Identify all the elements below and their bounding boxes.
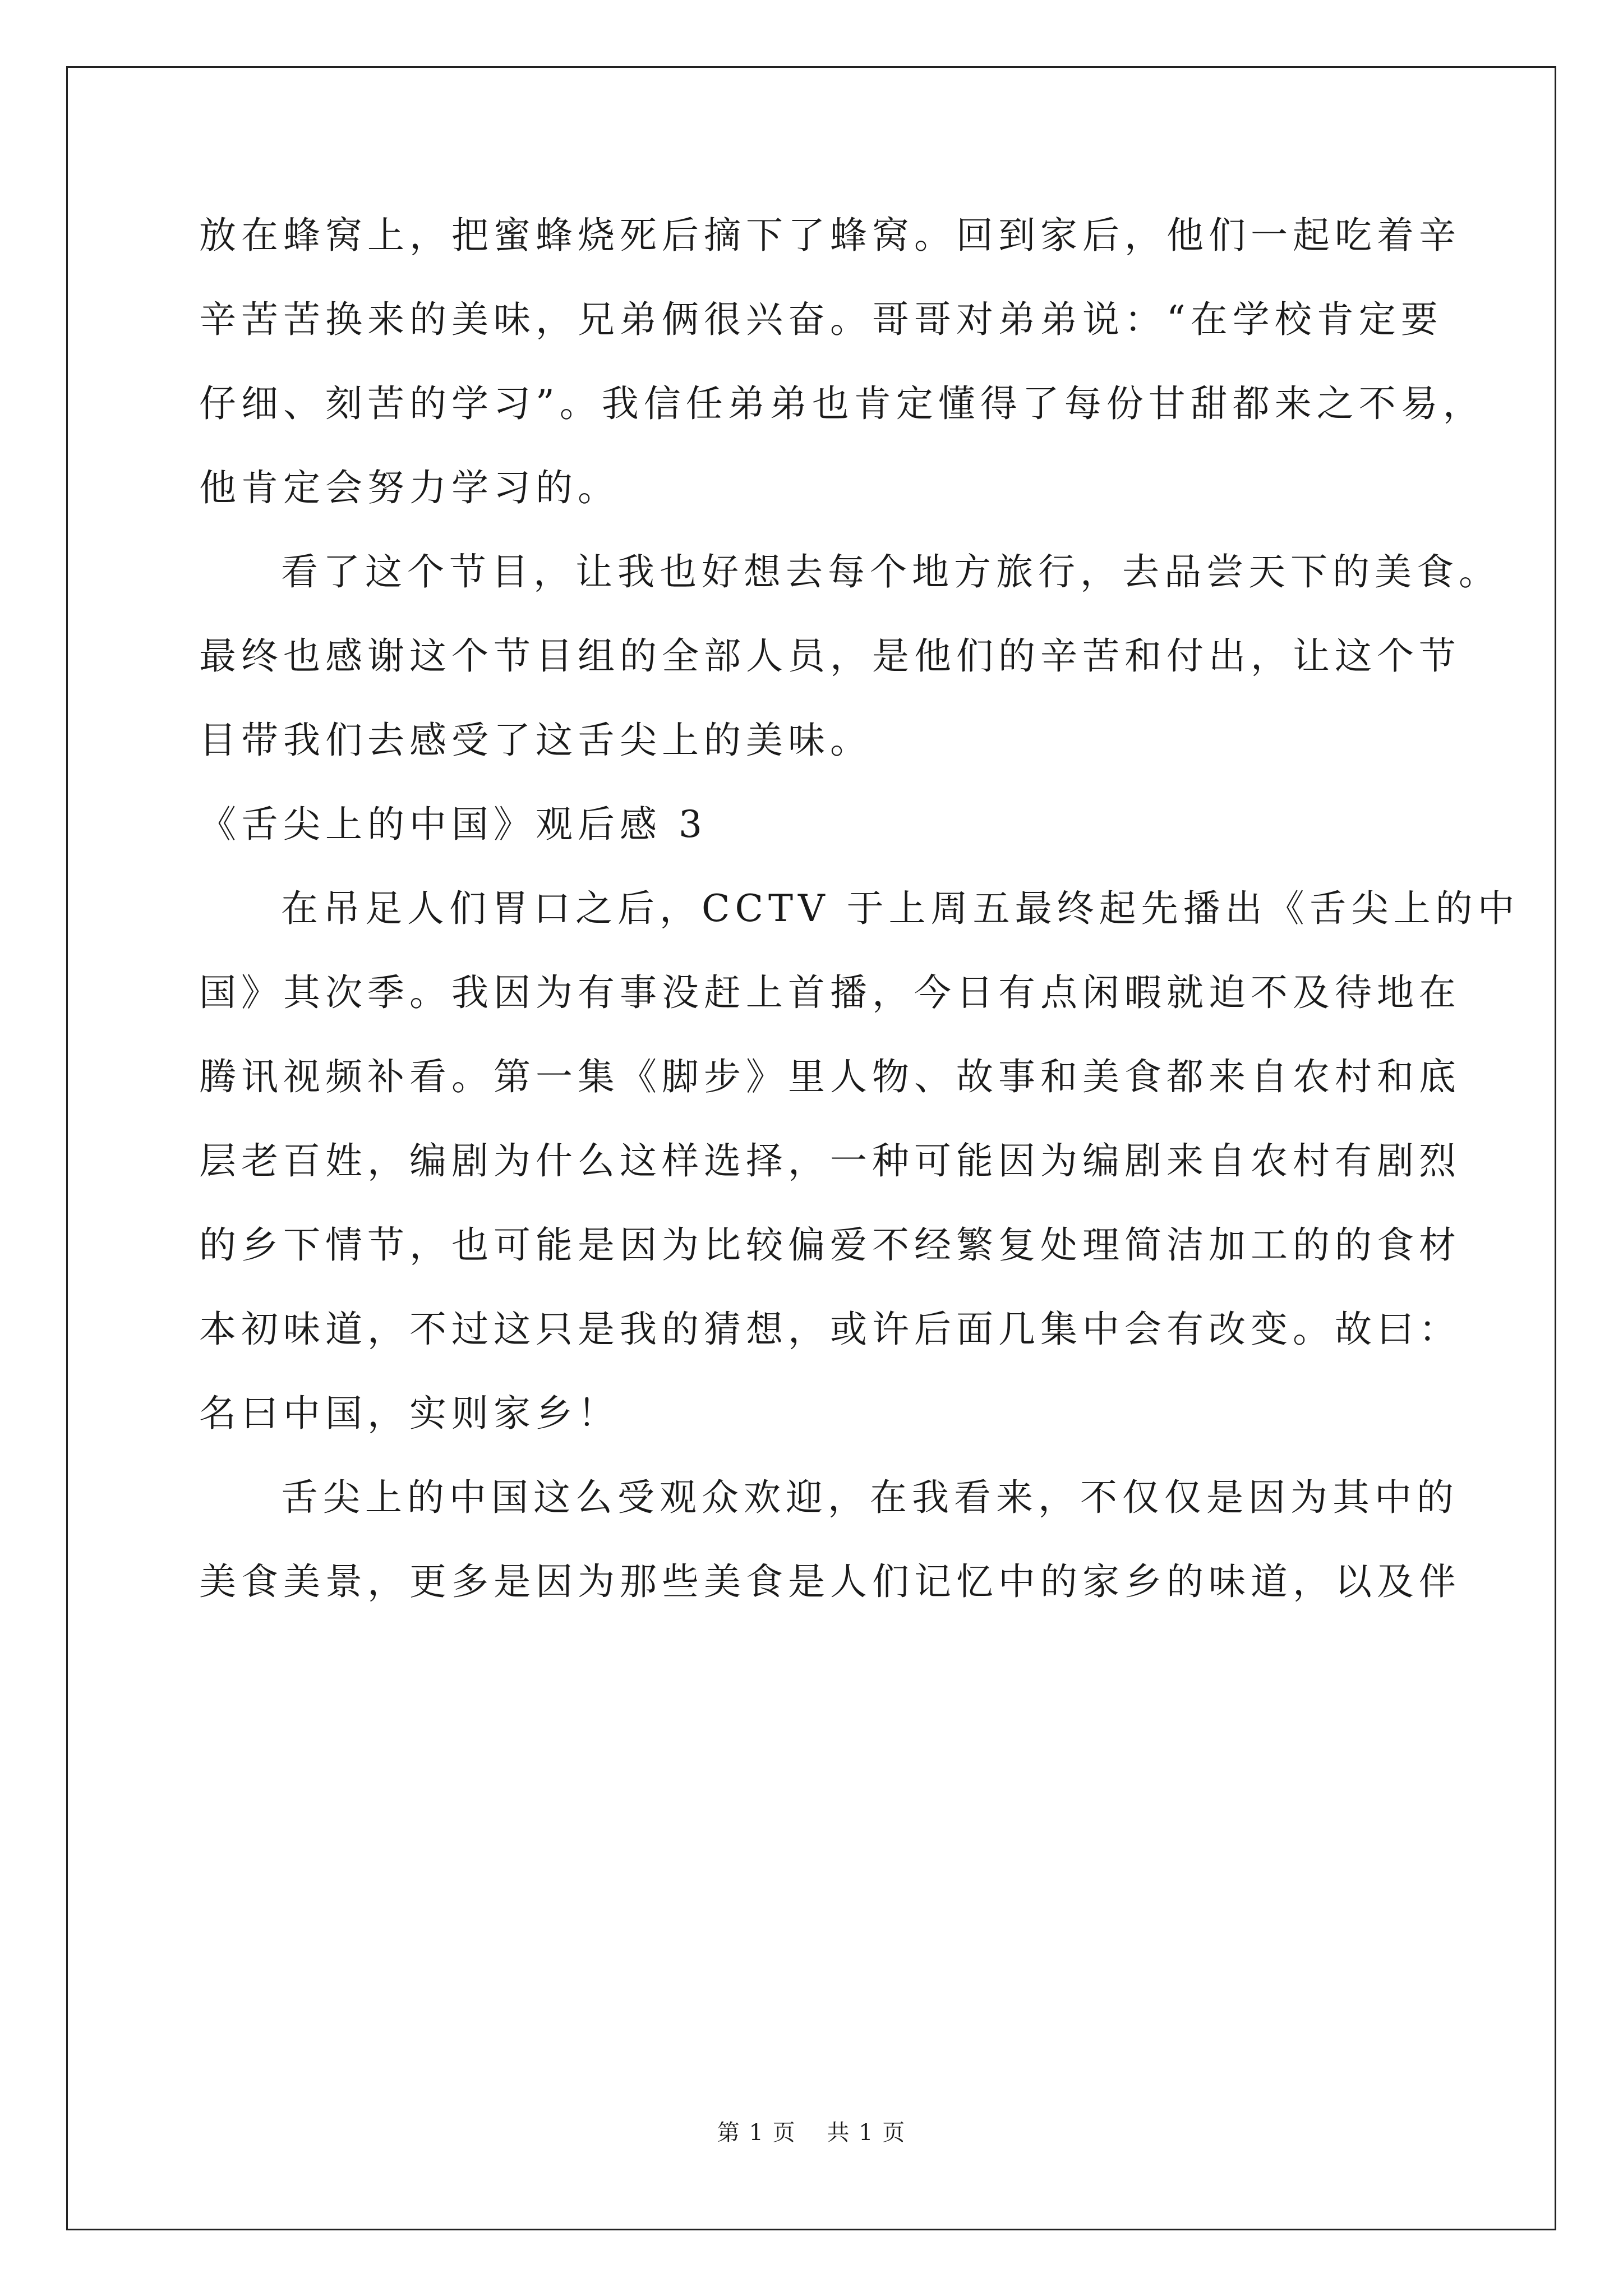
- text-line: 腾讯视频补看。第一集《脚步》里人物、故事和美食都来自农村和底: [199, 1055, 1461, 1098]
- text-line: 本初味道，不过这只是我的猜想，或许后面几集中会有改变。故曰：: [199, 1308, 1461, 1351]
- paragraph-first-line: 看了这个节目，让我也好想去每个地方旅行，去品尝天下的美食。: [281, 550, 1501, 593]
- page-number: 第 1 页: [717, 2120, 796, 2146]
- text-line: 他肯定会努力学习的。: [199, 466, 620, 509]
- text-line: 国》其次季。我因为有事没赶上首播，今日有点闲暇就迫不及待地在: [199, 971, 1461, 1014]
- text-line: 的乡下情节，也可能是因为比较偏爱不经繁复处理简洁加工的的食材: [199, 1223, 1461, 1267]
- section-heading: 《舌尖上的中国》观后感 3: [199, 803, 707, 846]
- paragraph-first-line: 在吊足人们胃口之后，CCTV 于上周五最终起先播出《舌尖上的中: [281, 887, 1520, 930]
- text-line: 层老百姓，编剧为什么这样选择，一种可能因为编剧来自农村有剧烈: [199, 1139, 1461, 1182]
- page-total: 共 1 页: [827, 2120, 906, 2146]
- paragraph-first-line: 舌尖上的中国这么受观众欢迎，在我看来，不仅仅是因为其中的: [281, 1476, 1459, 1519]
- text-line: 仔细、刻苦的学习”。我信任弟弟也肯定懂得了每份甘甜都来之不易，: [199, 382, 1485, 425]
- text-line: 美食美景，更多是因为那些美食是人们记忆中的家乡的味道，以及伴: [199, 1560, 1461, 1603]
- text-line: 目带我们去感受了这舌尖上的美味。: [199, 719, 872, 762]
- text-line: 放在蜂窝上，把蜜蜂烧死后摘下了蜂窝。回到家后，他们一起吃着辛: [199, 214, 1461, 257]
- text-line: 辛苦苦换来的美味，兄弟俩很兴奋。哥哥对弟弟说：“在学校肯定要: [199, 298, 1443, 341]
- text-line: 最终也感谢这个节目组的全部人员，是他们的辛苦和付出，让这个节: [199, 634, 1461, 678]
- text-line: 名曰中国，实则家乡！: [199, 1392, 620, 1435]
- page-footer: [0, 2115, 1623, 2147]
